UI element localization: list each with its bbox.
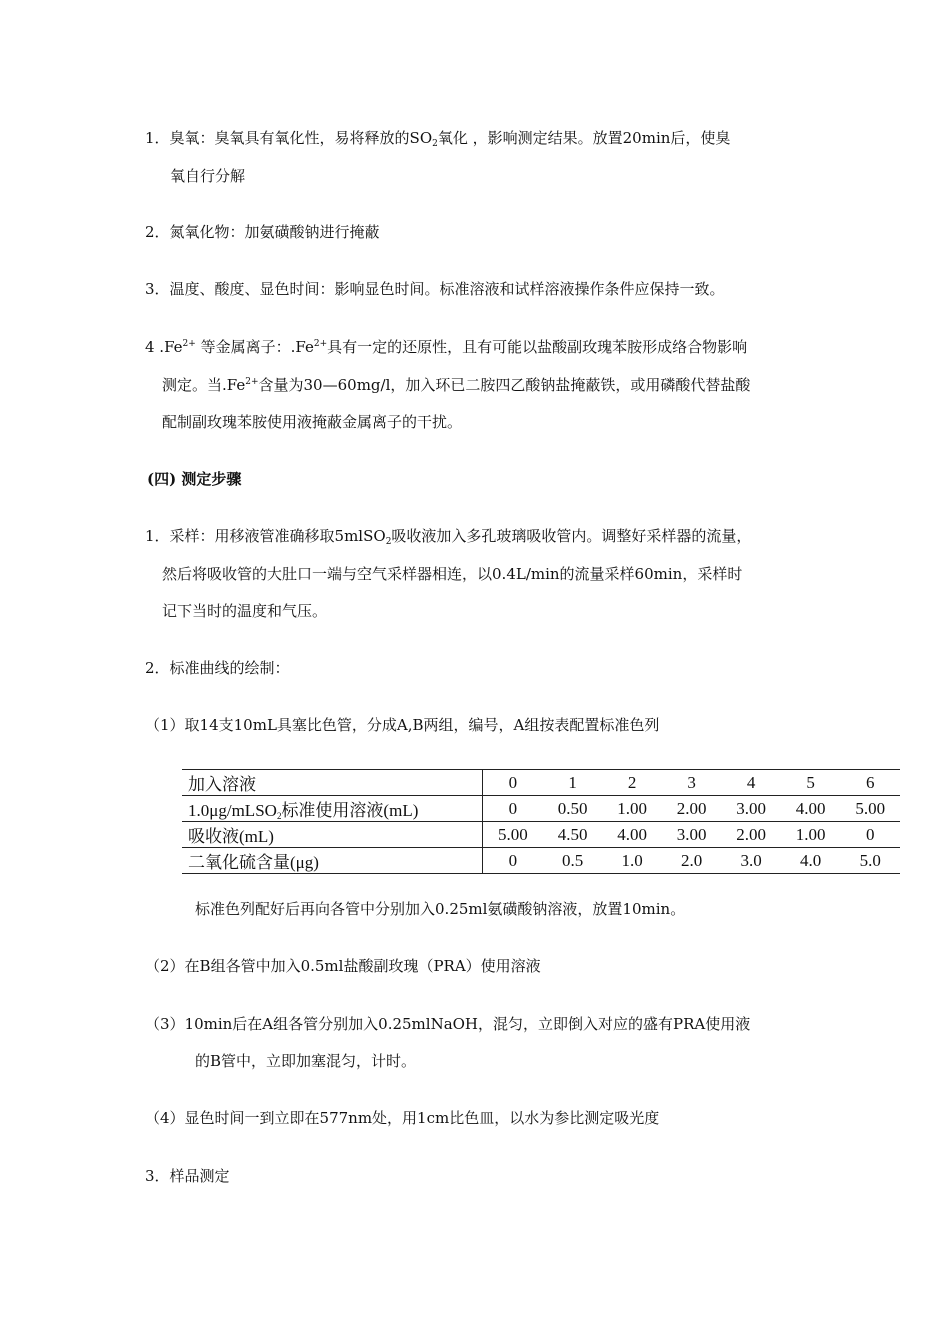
substep-3-line1: （3）10min后在A组各管分别加入0.25mlNaOH，混匀，立即倒入对应的盛有PRA使用液 bbox=[145, 1015, 751, 1033]
table-cell: 5.00 bbox=[483, 822, 543, 848]
table-cell: 5.00 bbox=[840, 796, 900, 822]
step1-line3: 记下当时的温度和气压。 bbox=[162, 602, 328, 620]
table-cell: 0 bbox=[483, 796, 543, 822]
step3-title: 3．样品测定 bbox=[145, 1167, 230, 1185]
table-note: 标准色列配好后再向各管中分别加入0.25ml氨磺酸钠溶液，放置10min。 bbox=[195, 900, 686, 918]
row-label: 加入溶液 bbox=[182, 770, 483, 796]
table-row bbox=[182, 770, 900, 796]
table-cell: 2.0 bbox=[662, 848, 722, 874]
item1-line2: 氧自行分解 bbox=[170, 167, 246, 185]
step2-title: 2．标准曲线的绘制： bbox=[145, 659, 290, 677]
table-row bbox=[182, 848, 900, 874]
step1-line1: 1．采样：用移液管准确移取5mlSO$_2$吸收液加入多孔玻璃吸收管内。调整好采样器的流量， bbox=[145, 527, 752, 547]
substep-2: （2）在B组各管中加入0.5ml盐酸副玫瑰（PRA）使用溶液 bbox=[145, 957, 541, 975]
table-cell: 0 bbox=[840, 822, 900, 848]
table-cell: 3.0 bbox=[721, 848, 781, 874]
table-cell: 5.0 bbox=[840, 848, 900, 874]
table-row bbox=[182, 822, 900, 848]
standard-series-table bbox=[182, 769, 900, 874]
table-cell: 4 bbox=[721, 770, 781, 796]
step1-line2: 然后将吸收管的大肚口一端与空气采样器相连，以0.4L/min的流量采样60min，采样时 bbox=[162, 565, 743, 583]
item3: 3．温度、酸度、显色时间：影响显色时间。标准溶液和试样溶液操作条件应保持一致。 bbox=[145, 280, 725, 298]
table-cell: 1.0 bbox=[602, 848, 662, 874]
table-cell: 3 bbox=[662, 770, 722, 796]
row-label: 1.0μg/mLSO$_2$标准使用溶液(mL) bbox=[182, 796, 483, 822]
table-cell: 0.5 bbox=[543, 848, 603, 874]
table-cell: 6 bbox=[840, 770, 900, 796]
item4-line2: 测定。当$.Fe^{2+}$含量为30—60mg/l，加入环已二胺四乙酸钠盐掩蔽铁，或用磷酸代替盐酸 bbox=[162, 376, 751, 394]
table-cell: 4.00 bbox=[602, 822, 662, 848]
item4-line3: 配制副玫瑰苯胺使用液掩蔽金属离子的干扰。 bbox=[162, 413, 463, 431]
item2: 2．氮氧化物：加氨磺酸钠进行掩蔽 bbox=[145, 223, 380, 241]
table-cell: 4.50 bbox=[543, 822, 603, 848]
table-cell: 1.00 bbox=[781, 822, 841, 848]
table-cell: 3.00 bbox=[721, 796, 781, 822]
table-cell: 2.00 bbox=[721, 822, 781, 848]
table-cell: 4.00 bbox=[781, 796, 841, 822]
table-cell: 0.50 bbox=[543, 796, 603, 822]
table-cell: 1.00 bbox=[602, 796, 662, 822]
substep-1: （1）取14支10mL具塞比色管，分成A,B两组，编号，A组按表配置标准色列 bbox=[145, 716, 660, 734]
substep-4: （4）显色时间一到立即在577nm处，用1cm比色皿，以水为参比测定吸光度 bbox=[145, 1109, 660, 1127]
table-row bbox=[182, 796, 900, 822]
table-cell: 0 bbox=[483, 848, 543, 874]
table-cell: 2 bbox=[602, 770, 662, 796]
table-cell: 2.00 bbox=[662, 796, 722, 822]
item1-line1: 1．臭氧：臭氧具有氧化性，易将释放的$SO_2$氧化 ，影响测定结果。放置20min后，使臭 bbox=[145, 129, 731, 149]
table-cell: 1 bbox=[543, 770, 603, 796]
section-heading: (四) 测定步骤 bbox=[147, 470, 242, 488]
item4-line1: 4 $.Fe^{2+}$ 等金属离子：$.Fe^{2+}$具有一定的还原性，且有可能以盐酸副玫瑰苯胺形成络合物影响 bbox=[145, 338, 748, 356]
row-label: 二氧化硫含量(μg) bbox=[182, 848, 483, 874]
table-cell: 5 bbox=[781, 770, 841, 796]
substep-3-line2: 的B管中，立即加塞混匀，计时。 bbox=[195, 1052, 417, 1070]
row-label: 吸收液(mL) bbox=[182, 822, 483, 848]
table-cell: 0 bbox=[483, 770, 543, 796]
table-cell: 4.0 bbox=[781, 848, 841, 874]
table-cell: 3.00 bbox=[662, 822, 722, 848]
